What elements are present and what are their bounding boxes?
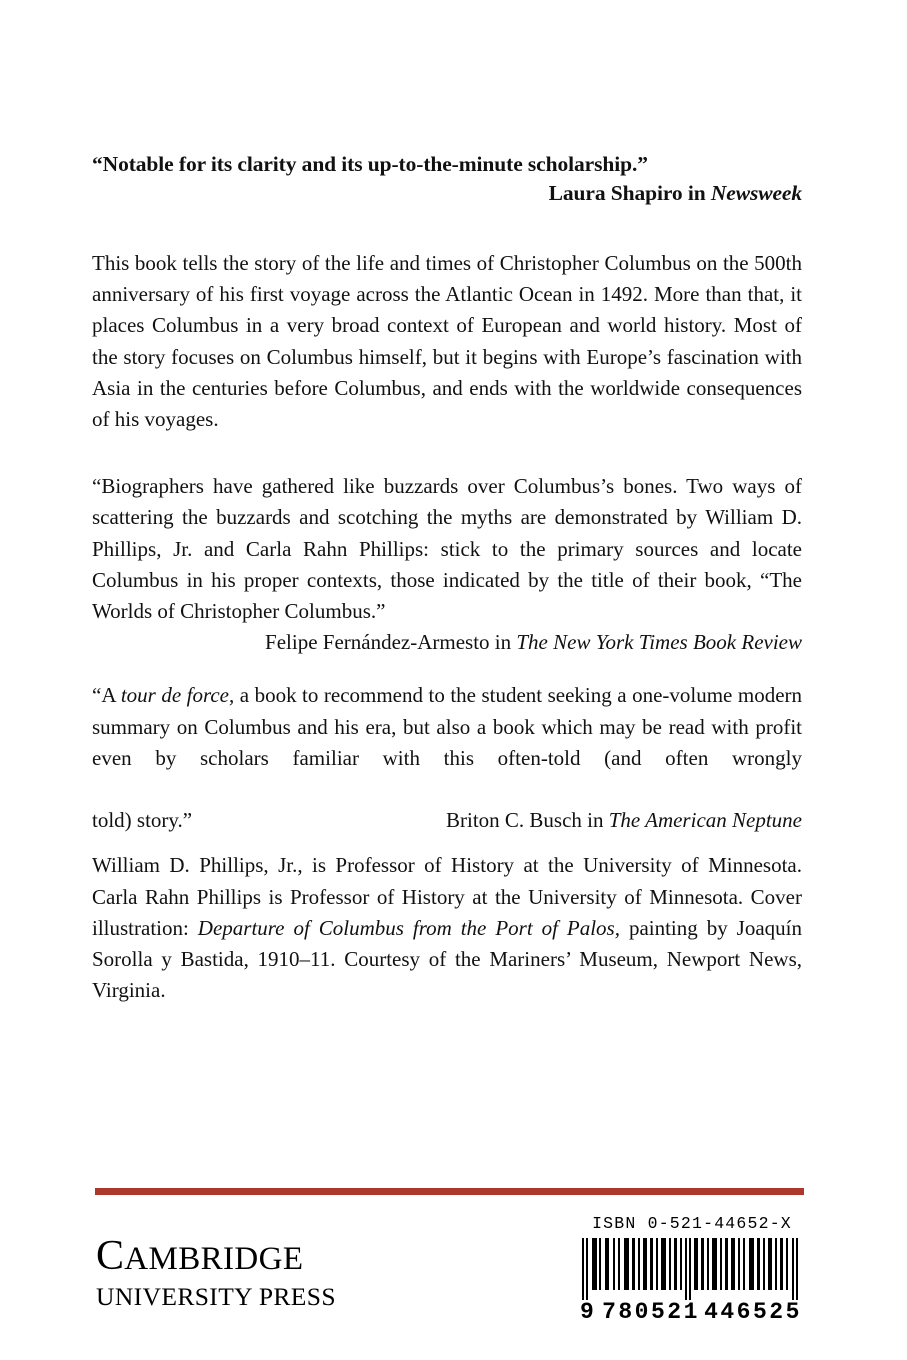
isbn-label: ISBN 0-521-44652-X [592,1214,792,1233]
spacer-after-description [92,435,802,471]
publisher-logo [96,1234,336,1311]
publisher-logo-subtitle: UNIVERSITY PRESS [96,1282,336,1311]
red-divider-rule [95,1188,804,1195]
reviewer-name-fernandez-armesto: Felipe Fernández-Armesto in [265,630,517,655]
author-bio-and-cover-credit [92,850,802,1006]
cover-credit-text: painting by Joaquín Sorolla y Bastida, 1910–11. Courtesy of the Mariners’ Museum, Newport News, Virginia. [92,915,802,1003]
headline-pull-quote [92,150,802,208]
review-quote-open: “A [92,683,121,708]
publisher-logo-name-rest: AMBRIDGE [124,1241,304,1277]
publication-nytimes-book-review: The New York Times Book Review [516,630,802,655]
review-quote-body: a book to recommend to the student seeking a one-volume modern summary on Columbus and his era, but also a book which may be read with profit even by scholars familiar with this often-told (and often wrongly [92,683,803,770]
headline-quote-text: “Notable for its clarity and its up-to-the-minute scholarship.” [92,152,648,176]
publisher-logo-initial: C [96,1233,125,1279]
review-lastline-and-attribution [92,805,802,836]
headline-attribution [92,179,802,208]
publication-american-neptune: The American Neptune [608,808,802,833]
review-attribution-american-neptune [446,805,802,836]
barcode-block [580,1214,804,1325]
spacer-after-nytimes-review [92,658,802,680]
review-quote-italic-phrase: tour de force, [120,683,235,708]
publisher-logo-name [96,1234,336,1281]
headline-attribution-publication: Newsweek [710,181,802,205]
review-quote-american-neptune [92,680,802,805]
spacer-after-neptune-review [92,836,802,850]
barcode-bars-icon [580,1238,804,1300]
review-quote-nytimes: “Biographers have gathered like buzzards over Columbus’s bones. Two ways of scattering the buzzards and scotching the myths are demonstrated by William D. Phillips, Jr. and Carla Rahn Phillips: stick to the primary sources and locate Columbus in his proper contexts, those indicated by the title of their book, “The Worlds of Christopher Columbus.” [92,474,802,624]
ean-number-row [580,1299,804,1325]
review-attribution-nytimes [92,627,802,658]
ean-right-group: 446525 [704,1299,802,1325]
headline-attribution-name: Laura Shapiro in [548,181,711,205]
cover-text-content [92,150,802,1006]
author-bio-text: William D. Phillips, Jr., is Professor of History at the University of Minnesota. Carla Rahn Phillips is Professor of History at the University of Minnesota. Cover illustration: [92,853,802,940]
book-description-paragraph: This book tells the story of the life and times of Christopher Columbus on the 500th anniversary of his first voyage across the Atlantic Ocean in 1492. More than that, it places Columbus in a very broad context of European and world history. Most of the story focuses on Columbus himself, but it begins with Europe’s fascination with Asia in the centuries before Columbus, and ends with the worldwide consequences of his voyages. [92,251,802,432]
reviewer-name-busch: Briton C. Busch in [445,808,609,833]
review-quote-last-line: told) story.” [92,808,193,833]
ean-left-group: 780521 [602,1299,700,1325]
spacer-after-headline [92,208,802,248]
cover-painting-title: Departure of Columbus from the Port of Palos, [197,915,620,940]
ean-lead-digit: 9 [580,1299,595,1325]
